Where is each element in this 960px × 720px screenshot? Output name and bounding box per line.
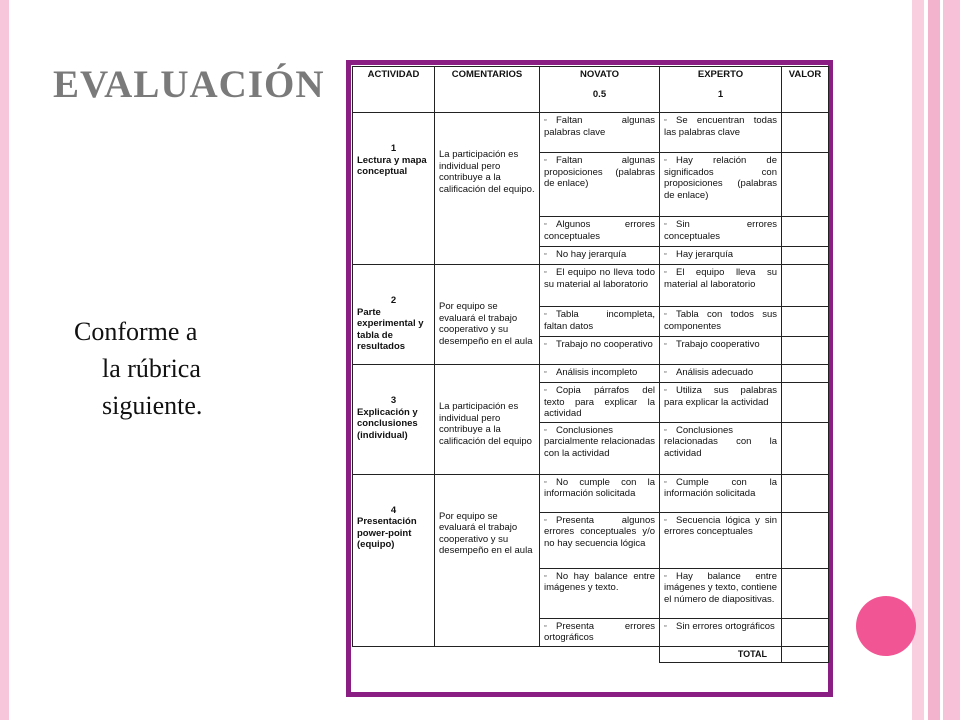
- experto-criterion-cell: [660, 113, 782, 153]
- body-line: Conforme a: [74, 317, 198, 346]
- bullet-icon: ▫: [544, 117, 547, 124]
- novato-criterion-cell: [540, 307, 660, 337]
- valor-cell: [782, 383, 829, 423]
- experto-criterion-cell: [660, 618, 782, 646]
- activity-name: Parte experimental y tabla de resultados: [357, 306, 424, 352]
- valor-cell: [782, 512, 829, 568]
- novato-criterion-text: Conclusiones parcialmente relacionadas con la actividad: [544, 424, 655, 459]
- valor-cell: [782, 153, 829, 217]
- header-experto-score: 1: [717, 88, 724, 100]
- novato-criterion-text: No cumple con la información solicitada: [544, 476, 655, 499]
- rubric-document: [352, 66, 828, 676]
- header-comentarios: COMENTARIOS: [435, 67, 540, 113]
- valor-cell: [782, 365, 829, 383]
- activity-cell: [353, 365, 435, 475]
- experto-criterion-cell: [660, 383, 782, 423]
- bullet-icon: ▫: [664, 516, 667, 524]
- novato-criterion-text: Presenta algunos errores conceptuales y/o no hay secuencia lógica: [544, 514, 655, 549]
- header-experto-label: EXPERTO: [697, 69, 744, 80]
- activity-number: 2: [390, 295, 397, 306]
- activity-cell: [353, 113, 435, 265]
- experto-criterion-text: El equipo lleva su material al laboratorio: [664, 267, 777, 290]
- bullet-icon: ▫: [544, 622, 547, 630]
- activity-number: 1: [390, 143, 397, 154]
- experto-criterion-cell: [660, 307, 782, 337]
- rubric-body: [353, 113, 829, 663]
- comment-cell: La participación es individual pero contribuye a la calificación del equipo.: [435, 113, 540, 265]
- experto-criterion-cell: [660, 422, 782, 474]
- bullet-icon: ▫: [664, 478, 667, 486]
- novato-criterion-cell: [540, 113, 660, 153]
- novato-criterion-cell: [540, 422, 660, 474]
- novato-criterion-cell: [540, 512, 660, 568]
- total-row: [353, 646, 829, 663]
- accent-circle: [856, 596, 916, 656]
- novato-criterion-text: Algunos errores conceptuales: [544, 219, 655, 242]
- total-spacer: [353, 646, 660, 663]
- experto-criterion-text: Hay balance entre imágenes y texto, contiene el número de diapositivas.: [664, 570, 778, 605]
- body-line: siguiente.: [102, 391, 203, 420]
- bullet-icon: ▫: [544, 572, 547, 580]
- bullet-icon: ▫: [544, 478, 547, 486]
- experto-criterion-cell: [660, 153, 782, 217]
- bullet-icon: ▫: [664, 269, 667, 276]
- novato-criterion-text: Trabajo no cooperativo: [556, 339, 653, 350]
- experto-criterion-text: Secuencia lógica y sin errores conceptuales: [664, 514, 777, 537]
- experto-criterion-cell: [660, 512, 782, 568]
- total-label: TOTAL: [660, 646, 782, 663]
- experto-criterion-text: Conclusiones relacionadas con la actividad: [664, 424, 777, 459]
- novato-criterion-cell: [540, 474, 660, 512]
- novato-criterion-text: El equipo no lleva todo su material al laboratorio: [544, 267, 655, 290]
- experto-criterion-text: Trabajo cooperativo: [676, 339, 760, 350]
- bullet-icon: ▫: [544, 387, 547, 394]
- experto-criterion-cell: [660, 337, 782, 365]
- table-row: [353, 474, 829, 512]
- novato-criterion-cell: [540, 365, 660, 383]
- novato-criterion-cell: [540, 217, 660, 247]
- body-line: la rúbrica: [102, 354, 201, 383]
- novato-criterion-text: No hay jerarquía: [556, 249, 627, 260]
- right-decorative-bars: [912, 0, 960, 720]
- valor-cell: [782, 217, 829, 247]
- bullet-icon: ▫: [664, 221, 667, 228]
- table-row: [353, 365, 829, 383]
- novato-criterion-cell: [540, 337, 660, 365]
- experto-criterion-text: Hay jerarquía: [676, 249, 734, 260]
- novato-criterion-cell: [540, 265, 660, 307]
- bullet-icon: ▫: [664, 341, 667, 348]
- valor-cell: [782, 568, 829, 618]
- bullet-icon: ▫: [664, 251, 667, 258]
- bullet-icon: ▫: [544, 369, 547, 376]
- header-novato: [540, 67, 660, 113]
- experto-criterion-text: Hay relación de significados con proposiciones (palabras de enlace): [664, 155, 777, 201]
- header-novato-label: NOVATO: [579, 69, 620, 80]
- activity-name: Explicación y conclusiones (individual): [357, 406, 418, 441]
- bullet-icon: ▫: [544, 221, 547, 228]
- activity-number: 4: [390, 504, 397, 516]
- novato-criterion-text: Presenta errores ortográficos: [544, 620, 655, 643]
- bullet-icon: ▫: [664, 572, 667, 580]
- rubric-table: [352, 66, 829, 663]
- header-experto: [660, 67, 782, 113]
- bullet-icon: ▫: [664, 622, 667, 630]
- comment-cell: La participación es individual pero contribuye a la calificación del equipo: [435, 365, 540, 475]
- bullet-icon: ▫: [664, 426, 667, 434]
- activity-number: 3: [390, 395, 397, 406]
- experto-criterion-text: Se encuentran todas las palabras clave: [664, 115, 777, 138]
- experto-criterion-text: Tabla con todos sus componentes: [664, 309, 777, 332]
- table-row: [353, 265, 829, 307]
- experto-criterion-text: Cumple con la información solicitada: [664, 476, 777, 499]
- novato-criterion-cell: [540, 247, 660, 265]
- experto-criterion-cell: [660, 568, 782, 618]
- bullet-icon: ▫: [544, 426, 547, 434]
- header-actividad: ACTIVIDAD: [353, 67, 435, 113]
- bullet-icon: ▫: [544, 157, 547, 164]
- valor-cell: [782, 618, 829, 646]
- novato-criterion-text: Tabla incompleta, faltan datos: [544, 309, 655, 332]
- comment-cell: Por equipo se evaluará el trabajo cooperativo y su desempeño en el aula: [435, 474, 540, 646]
- activity-cell: [353, 265, 435, 365]
- novato-criterion-cell: [540, 153, 660, 217]
- bullet-icon: ▫: [664, 157, 667, 164]
- bullet-icon: ▫: [544, 251, 547, 258]
- experto-criterion-cell: [660, 217, 782, 247]
- novato-criterion-cell: [540, 568, 660, 618]
- bullet-icon: ▫: [664, 117, 667, 124]
- experto-criterion-text: Sin errores ortográficos: [676, 620, 775, 632]
- novato-criterion-cell: [540, 383, 660, 423]
- novato-criterion-text: Análisis incompleto: [556, 367, 638, 378]
- table-row: [353, 113, 829, 153]
- bullet-icon: ▫: [544, 311, 547, 318]
- activity-cell: [353, 474, 435, 646]
- experto-criterion-text: Análisis adecuado: [676, 367, 754, 378]
- experto-criterion-text: Utiliza sus palabras para explicar la actividad: [664, 385, 777, 408]
- total-value-cell: [782, 646, 829, 663]
- experto-criterion-cell: [660, 474, 782, 512]
- bullet-icon: ▫: [544, 516, 547, 524]
- slide-body-text: [60, 313, 260, 424]
- activity-name: Presentación power-point (equipo): [357, 516, 417, 550]
- slide-title: EVALUACIÓN: [53, 63, 325, 106]
- novato-criterion-text: Faltan algunas palabras clave: [544, 115, 655, 138]
- header-novato-score: 0.5: [592, 88, 607, 100]
- experto-criterion-text: Sin errores conceptuales: [664, 219, 777, 242]
- novato-criterion-text: No hay balance entre imágenes y texto.: [544, 570, 655, 593]
- experto-criterion-cell: [660, 265, 782, 307]
- left-decorative-bar: [0, 0, 9, 720]
- bullet-icon: ▫: [664, 311, 667, 318]
- novato-criterion-text: Faltan algunas proposiciones (palabras de enlace): [544, 155, 655, 189]
- bullet-icon: ▫: [544, 269, 547, 276]
- bullet-icon: ▫: [664, 387, 667, 394]
- bullet-icon: ▫: [544, 341, 547, 348]
- valor-cell: [782, 113, 829, 153]
- experto-criterion-cell: [660, 365, 782, 383]
- valor-cell: [782, 247, 829, 265]
- comment-cell: Por equipo se evaluará el trabajo cooperativo y su desempeño en el aula: [435, 265, 540, 365]
- activity-name: Lectura y mapa conceptual: [357, 154, 427, 177]
- novato-criterion-text: Copia párrafos del texto para explicar la actividad: [544, 385, 655, 419]
- valor-cell: [782, 337, 829, 365]
- bullet-icon: ▫: [664, 369, 667, 376]
- valor-cell: [782, 265, 829, 307]
- header-valor: VALOR: [782, 67, 829, 113]
- experto-criterion-cell: [660, 247, 782, 265]
- valor-cell: [782, 307, 829, 337]
- valor-cell: [782, 422, 829, 474]
- novato-criterion-cell: [540, 618, 660, 646]
- valor-cell: [782, 474, 829, 512]
